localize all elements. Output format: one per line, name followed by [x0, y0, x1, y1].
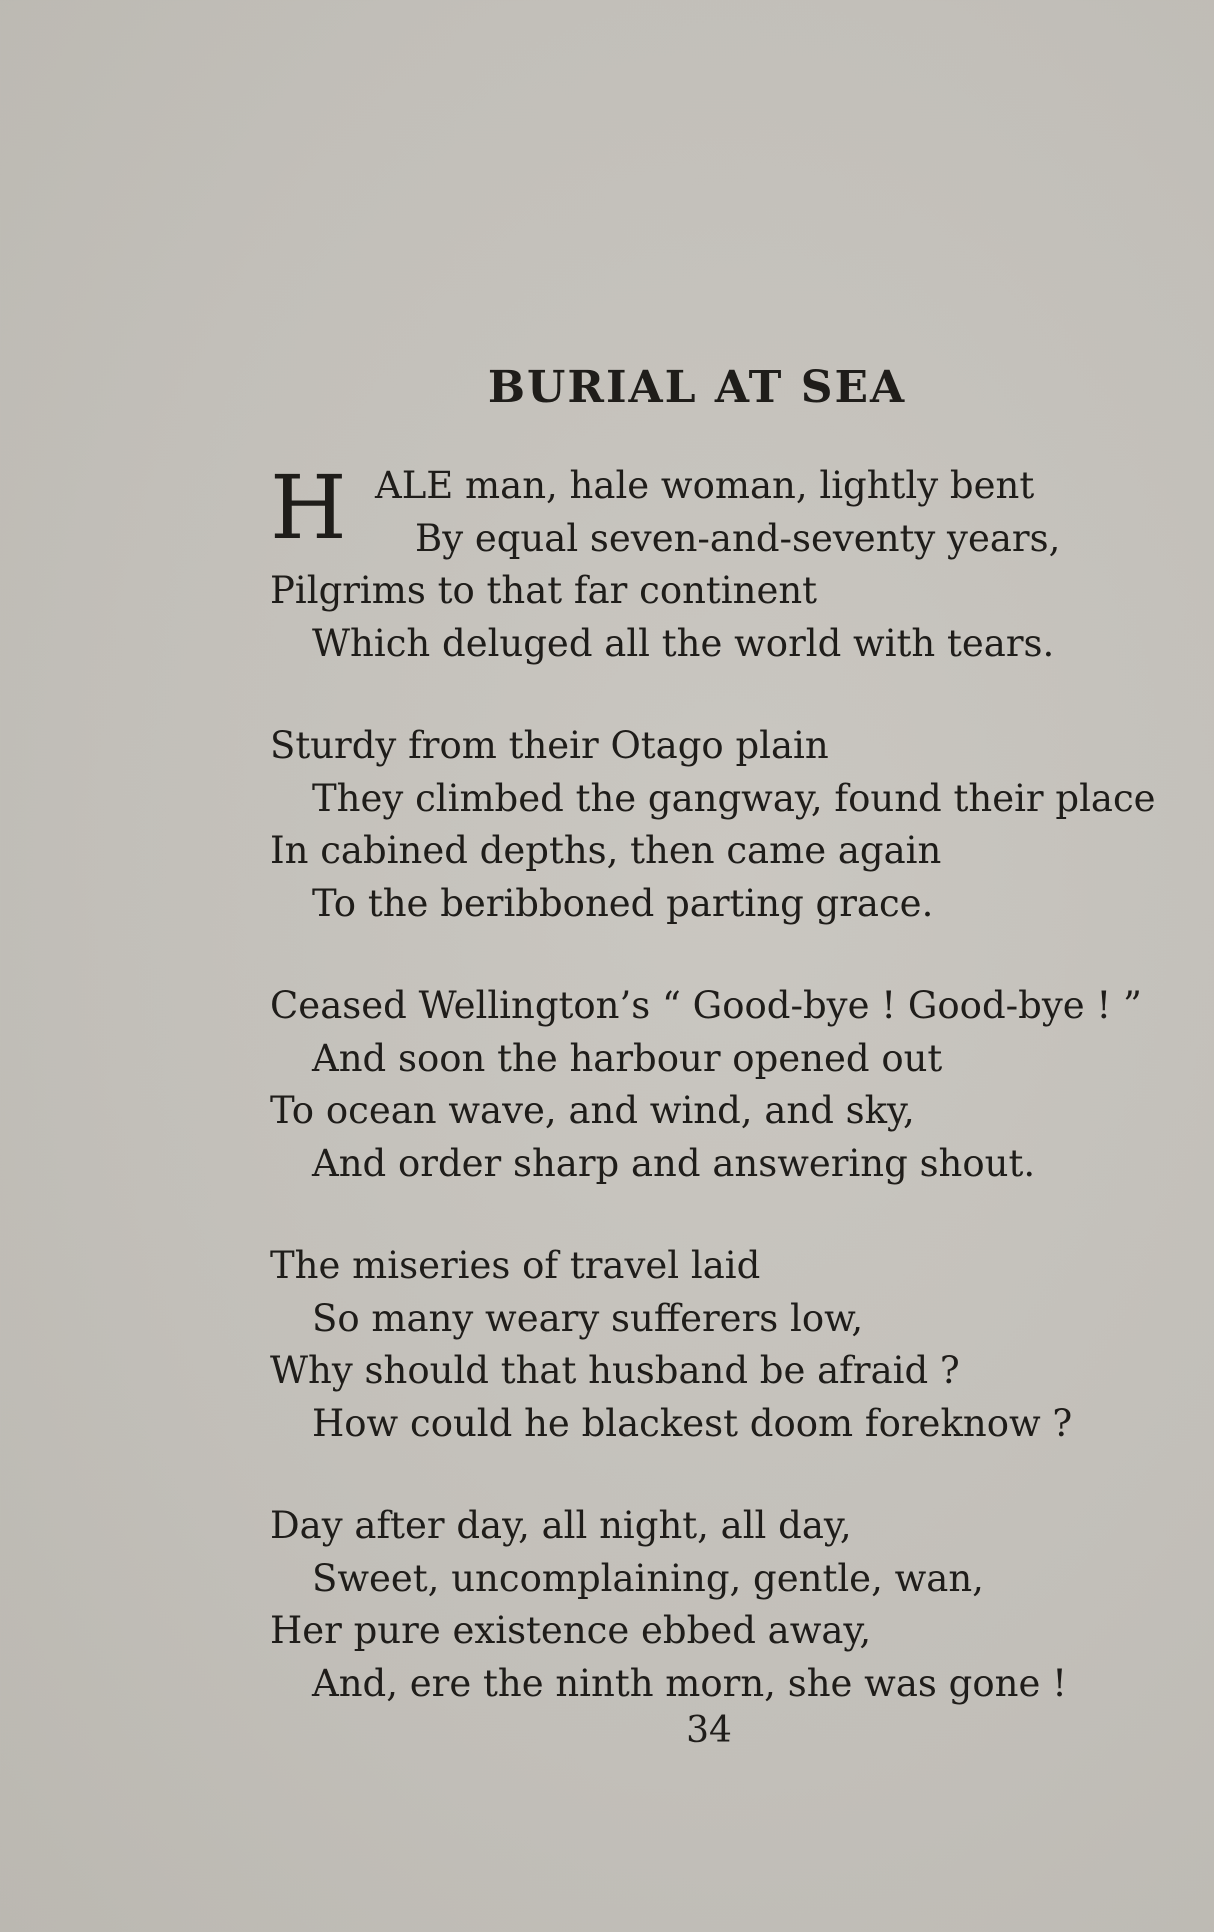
drop-cap: H: [270, 456, 347, 559]
poem-line: The miseries of travel laid: [270, 1244, 761, 1287]
poem-line: By equal seven-and-seventy years,: [415, 516, 1061, 560]
page-number: 34: [686, 1710, 732, 1751]
poem-line: And soon the harbour opened out: [312, 1036, 943, 1080]
poem-line: And, ere the ninth morn, she was gone !: [312, 1661, 1067, 1705]
poem-line: So many weary sufferers low,: [312, 1296, 864, 1340]
poem-line: Sweet, uncomplaining, gentle, wan,: [312, 1556, 984, 1600]
stanza-5: [270, 1500, 1170, 1710]
poem-line: How could he blackest doom foreknow ?: [312, 1401, 1073, 1445]
stanza-1: [270, 456, 1170, 670]
stanza-2: [270, 720, 1170, 930]
stanza-3: [270, 980, 1170, 1190]
poem-line: To the beribboned parting grace.: [312, 881, 934, 925]
poem-line: And order sharp and answering shout.: [312, 1141, 1036, 1185]
poem-line: Pilgrims to that far continent: [270, 569, 818, 612]
poem-line: ALE man, hale woman, lightly bent: [375, 464, 1035, 507]
poem-line: Her pure existence ebbed away,: [270, 1609, 872, 1652]
poem-line: In cabined depths, then came again: [270, 829, 942, 872]
poem-title: BURIAL AT SEA: [487, 362, 907, 413]
poem-line: Day after day, all night, all day,: [270, 1504, 852, 1547]
poem-line: They climbed the gangway, found their place: [312, 776, 1156, 820]
opening-lines: [270, 456, 1170, 565]
poem-line: Why should that husband be afraid ?: [270, 1349, 960, 1392]
poem-line: To ocean wave, and wind, and sky,: [270, 1089, 915, 1132]
stanza-4: [270, 1240, 1170, 1450]
poem-line: Sturdy from their Otago plain: [270, 724, 829, 767]
poem-body: [270, 456, 1170, 1760]
poem-line: Ceased Wellington’s “ Good-bye ! Good-bye ! ”: [270, 984, 1142, 1027]
poem-line: Which deluged all the world with tears.: [312, 621, 1055, 665]
